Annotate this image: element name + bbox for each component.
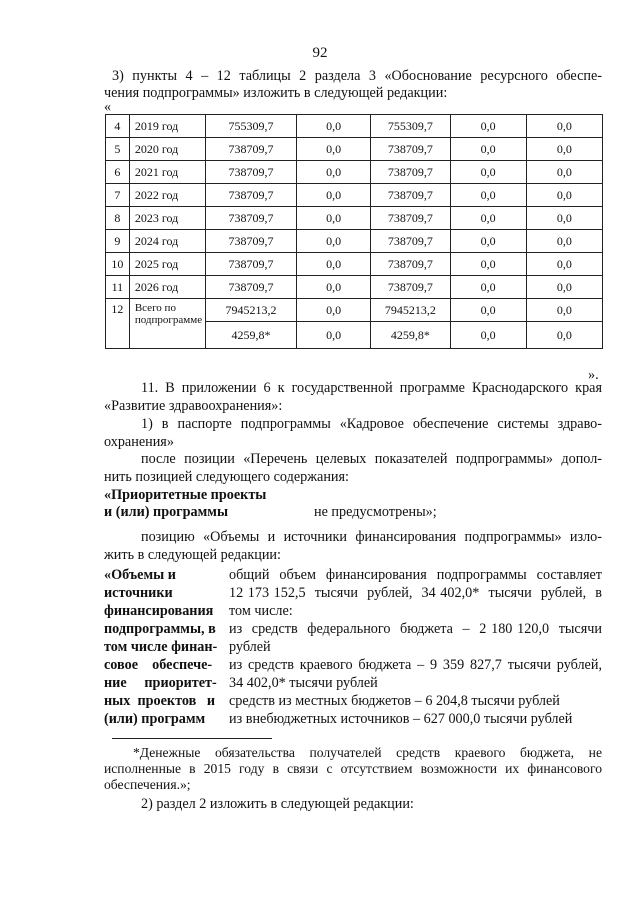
value-cell: 0,0 (450, 230, 526, 253)
row-number-cell: 8 (106, 207, 130, 230)
value-cell: 755309,7 (206, 115, 297, 138)
section11-line-2: «Развитие здравоохранения»: (104, 398, 283, 414)
value-cell: 0,0 (526, 207, 602, 230)
value-cell: 0,0 (526, 184, 602, 207)
footnote-line-1: *Денежные обязательства получателей средств краевого бюджета, не (133, 745, 602, 760)
table-row (106, 253, 603, 276)
value-cell: 0,0 (450, 322, 526, 349)
volumes-label-line: финансирования (104, 603, 214, 619)
final-line: 2) раздел 2 изложить в следующей редакции: (141, 796, 414, 812)
value-cell: 738709,7 (206, 207, 297, 230)
value-cell: 738709,7 (206, 138, 297, 161)
value-cell: 738709,7 (206, 230, 297, 253)
value-cell: 0,0 (297, 276, 371, 299)
row-number-cell: 7 (106, 184, 130, 207)
value-cell: 0,0 (297, 138, 371, 161)
table-row (106, 138, 603, 161)
value-cell: 0,0 (450, 115, 526, 138)
volumes-text-line: рублей (229, 639, 271, 655)
volumes-label-line: источники (104, 585, 173, 601)
close-quote: ». (588, 367, 599, 383)
value-cell: 0,0 (297, 184, 371, 207)
table-row (106, 230, 603, 253)
value-cell: 0,0 (297, 299, 371, 322)
value-cell: 755309,7 (371, 115, 450, 138)
priority-value: не предусмотрены»; (314, 504, 437, 520)
table-row (106, 207, 603, 230)
section11-line-6: нить позицией следующего содержания: (104, 469, 349, 485)
volumes-text-line: из внебюджетных источников – 627 000,0 тысячи рублей (229, 711, 573, 727)
row-number-cell: 9 (106, 230, 130, 253)
table-row (106, 276, 603, 299)
year-cell: 2022 год (129, 184, 205, 207)
value-cell: 0,0 (526, 115, 602, 138)
value-cell: 7945213,2 (371, 299, 450, 322)
table-row (106, 115, 603, 138)
section11-line-1: 11. В приложении 6 к государственной программе Краснодарского края (141, 380, 602, 396)
volumes-text-line: 34 402,0* тысячи рублей (229, 675, 378, 691)
priority-label-1: «Приоритетные проекты (104, 487, 267, 503)
value-cell: 0,0 (526, 230, 602, 253)
intro-line-1: 3) пункты 4 – 12 таблицы 2 раздела 3 «Обоснование ресурсного обеспе- (112, 68, 602, 84)
value-cell: 738709,7 (371, 253, 450, 276)
value-cell: 738709,7 (371, 138, 450, 161)
year-cell: 2026 год (129, 276, 205, 299)
total-label-line-2: подпрограмме (134, 314, 203, 326)
volumes-label-line: (или) программ (104, 711, 206, 727)
value-cell: 0,0 (526, 299, 602, 322)
value-cell: 738709,7 (206, 276, 297, 299)
footnote-divider (112, 738, 272, 739)
value-cell: 738709,7 (371, 184, 450, 207)
volumes-label-line: совое обеспече- (104, 657, 213, 673)
year-cell: 2021 год (129, 161, 205, 184)
value-cell: 0,0 (526, 322, 602, 349)
value-cell: 738709,7 (371, 161, 450, 184)
priority-label-2: и (или) программы (104, 504, 229, 520)
footnote-line-2: исполненные в 2015 году в связи с отсутствием возможности их финансового (104, 761, 602, 776)
section11-line-5: после позиции «Перечень целевых показателей подпрограммы» допол- (141, 451, 602, 467)
total-label-cell (129, 299, 205, 349)
volumes-text-line: из средств федерального бюджета – 2 180 120,0 тысячи (229, 621, 602, 637)
open-quote: « (104, 99, 112, 115)
intro-line-2: чения подпрограммы» изложить в следующей редакции: (104, 85, 448, 101)
year-cell: 2020 год (129, 138, 205, 161)
value-cell: 0,0 (450, 138, 526, 161)
row-number-cell: 12 (106, 299, 130, 349)
row-number-cell: 6 (106, 161, 130, 184)
row-number-cell: 4 (106, 115, 130, 138)
value-cell: 0,0 (297, 322, 371, 349)
value-cell: 0,0 (297, 161, 371, 184)
volumes-label-line: ных проектов и (104, 693, 216, 709)
volumes-label-line: «Объемы и (104, 567, 176, 583)
value-cell: 0,0 (450, 161, 526, 184)
year-cell: 2019 год (129, 115, 205, 138)
value-cell: 738709,7 (371, 207, 450, 230)
total-label-line-1: Всего по (134, 302, 176, 314)
volumes-text-line: общий объем финансирования подпрограммы составляет (229, 567, 602, 583)
value-cell: 0,0 (297, 115, 371, 138)
position-line-1: позицию «Объемы и источники финансирования подпрограммы» изло- (141, 529, 602, 545)
year-cell: 2025 год (129, 253, 205, 276)
value-cell: 0,0 (526, 253, 602, 276)
volumes-label-line: том числе финан- (104, 639, 218, 655)
value-cell: 0,0 (297, 253, 371, 276)
volumes-text-line: из средств краевого бюджета – 9 359 827,7 тысячи рублей, (229, 657, 602, 673)
value-cell: 0,0 (450, 253, 526, 276)
value-cell: 738709,7 (206, 184, 297, 207)
table-row (106, 184, 603, 207)
year-cell: 2024 год (129, 230, 205, 253)
value-cell: 738709,7 (371, 230, 450, 253)
value-cell: 7945213,2 (206, 299, 297, 322)
table-row (106, 161, 603, 184)
volumes-label-line: ние приоритет- (104, 675, 217, 691)
value-cell: 0,0 (450, 276, 526, 299)
row-number-cell: 5 (106, 138, 130, 161)
value-cell: 0,0 (526, 161, 602, 184)
page-number: 92 (312, 45, 328, 61)
value-cell: 0,0 (297, 207, 371, 230)
value-cell: 4259,8* (206, 322, 297, 349)
volumes-text-line: 12 173 152,5 тысячи рублей, 34 402,0* тысячи рублей, в (229, 585, 602, 601)
value-cell: 0,0 (450, 299, 526, 322)
value-cell: 0,0 (450, 207, 526, 230)
row-number-cell: 11 (106, 276, 130, 299)
volumes-text-line: том числе: (229, 603, 293, 619)
year-cell: 2023 год (129, 207, 205, 230)
table-row-total (106, 299, 603, 322)
footnote-line-3: обеспечения.»; (104, 777, 191, 792)
funding-table (105, 114, 603, 349)
row-number-cell: 10 (106, 253, 130, 276)
value-cell: 0,0 (450, 184, 526, 207)
value-cell: 738709,7 (371, 276, 450, 299)
value-cell: 738709,7 (206, 161, 297, 184)
section11-line-3: 1) в паспорте подпрограммы «Кадровое обеспечение системы здраво- (141, 416, 602, 432)
volumes-text-line: средств из местных бюджетов – 6 204,8 тысячи рублей (229, 693, 560, 709)
value-cell: 0,0 (526, 276, 602, 299)
value-cell: 4259,8* (371, 322, 450, 349)
value-cell: 0,0 (526, 138, 602, 161)
volumes-label-line: подпрограммы, в (104, 621, 216, 637)
position-line-2: жить в следующей редакции: (104, 547, 281, 563)
value-cell: 738709,7 (206, 253, 297, 276)
value-cell: 0,0 (297, 230, 371, 253)
section11-line-4: охранения» (104, 434, 174, 450)
